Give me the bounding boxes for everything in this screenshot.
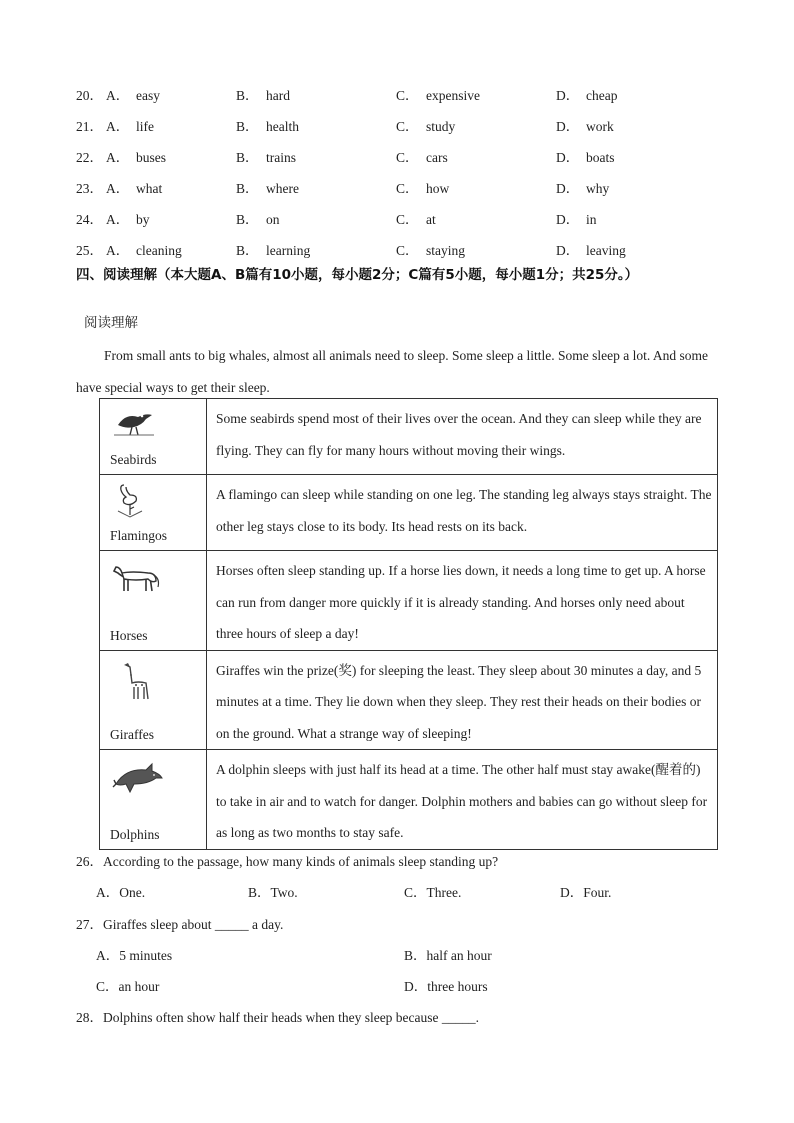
question-number: 22． bbox=[76, 150, 103, 165]
animal-cell bbox=[100, 399, 207, 475]
option-d: D． leaving bbox=[556, 243, 626, 258]
option-row-22 bbox=[76, 146, 716, 166]
q27-option-b: B．half an hour bbox=[404, 948, 492, 963]
flamingo-icon bbox=[112, 481, 206, 523]
question-number: 21． bbox=[76, 119, 103, 134]
option-b: B． on bbox=[236, 212, 280, 227]
animals-table bbox=[99, 398, 718, 850]
question-number: 25． bbox=[76, 243, 103, 258]
option-a: A． easy bbox=[106, 88, 160, 103]
option-a: A． cleaning bbox=[106, 243, 182, 258]
animal-description: Horses often sleep standing up. If a horse lies down, it needs a long time to get up. A horse can run from danger more quickly if it is already standing. And horses only need about three hours of sleep a day! bbox=[207, 551, 718, 651]
q26-option-b: B．Two. bbox=[248, 885, 298, 900]
option-d: D． in bbox=[556, 212, 597, 227]
option-a: A． what bbox=[106, 181, 163, 196]
animal-description: Some seabirds spend most of their lives over the ocean. And they can sleep while they are flying. They can fly for many hours without moving their wings. bbox=[207, 399, 718, 475]
option-b: B． health bbox=[236, 119, 299, 134]
reading-label: 阅读理解 bbox=[84, 315, 138, 331]
option-c: C． expensive bbox=[396, 88, 480, 103]
animal-cell bbox=[100, 551, 207, 651]
q27-option-a: A．5 minutes bbox=[96, 948, 173, 963]
option-row-24 bbox=[76, 208, 716, 228]
animal-name: Seabirds bbox=[110, 452, 157, 467]
option-a: A． life bbox=[106, 119, 154, 134]
seabird-icon bbox=[112, 405, 206, 443]
animal-cell bbox=[100, 650, 207, 750]
option-c: C． at bbox=[396, 212, 436, 227]
option-b: B． learning bbox=[236, 243, 311, 258]
dolphin-icon bbox=[112, 762, 206, 800]
animal-name: Horses bbox=[110, 627, 148, 643]
option-d: D． work bbox=[556, 119, 614, 134]
option-c: C． cars bbox=[396, 150, 448, 165]
option-row-20 bbox=[76, 84, 716, 104]
option-row-21 bbox=[76, 115, 716, 135]
q26-option-a: A．One. bbox=[96, 885, 146, 900]
option-row-25 bbox=[76, 239, 716, 259]
q27-option-c: C．an hour bbox=[96, 979, 160, 994]
table-row bbox=[100, 650, 718, 750]
question-27-stem: 27．Giraffes sleep about _____ a day. bbox=[76, 917, 284, 932]
option-c: C． study bbox=[396, 119, 456, 134]
q27-option-d: D．three hours bbox=[404, 979, 488, 994]
question-26-stem: 26．According to the passage, how many kinds of animals sleep standing up? bbox=[76, 854, 499, 869]
animal-name: Flamingos bbox=[110, 528, 168, 543]
passage-intro: From small ants to big whales, almost all animals need to sleep. Some sleep a little. Some sleep a lot. And some have special ways to get their sleep. bbox=[76, 348, 709, 395]
option-a: A． buses bbox=[106, 150, 166, 165]
question-28-stem: 28．Dolphins often show half their heads when they sleep because _____. bbox=[76, 1010, 480, 1025]
option-a: A． by bbox=[106, 212, 150, 227]
animal-name: Giraffes bbox=[110, 727, 154, 742]
animal-description: A flamingo can sleep while standing on one leg. The standing leg always stays straight. The other leg stays close to its body. Its head rests on its back. bbox=[207, 475, 718, 551]
animal-description: A dolphin sleeps with just half its head at a time. The other half must stay awake(醒着的) to take in air and to watch for danger. Dolphin mothers and babies can go without sleep for as long as two months to stay safe. bbox=[207, 750, 718, 850]
animal-description: Giraffes win the prize(奖) for sleeping the least. They sleep about 30 minutes a day, and 5 minutes at a time. They lie down when they sleep. They rest their heads on their bodies or on the ground. What a strange way of sleeping! bbox=[207, 650, 718, 750]
option-row-23 bbox=[76, 177, 716, 197]
option-d: D． why bbox=[556, 181, 610, 196]
option-b: B． hard bbox=[236, 88, 290, 103]
option-b: B． where bbox=[236, 181, 299, 196]
question-number: 23． bbox=[76, 181, 103, 196]
option-d: D． cheap bbox=[556, 88, 618, 103]
animal-name: Dolphins bbox=[110, 826, 160, 842]
section-heading: 四、阅读理解（本大题A、B篇有10小题，每小题2分；C篇有5小题，每小题1分；共25分。） bbox=[76, 267, 639, 283]
table-row bbox=[100, 551, 718, 651]
option-c: C． staying bbox=[396, 243, 465, 258]
option-b: B． trains bbox=[236, 150, 296, 165]
question-number: 24． bbox=[76, 212, 103, 227]
q26-option-d: D．Four. bbox=[560, 885, 612, 900]
table-row bbox=[100, 399, 718, 475]
option-d: D． boats bbox=[556, 150, 615, 165]
option-c: C． how bbox=[396, 181, 450, 196]
animal-cell bbox=[100, 475, 207, 551]
animal-cell bbox=[100, 750, 207, 850]
q26-option-c: C．Three. bbox=[404, 885, 462, 900]
giraffe-icon bbox=[118, 661, 206, 705]
table-row bbox=[100, 750, 718, 850]
table-row bbox=[100, 475, 718, 551]
horse-icon bbox=[112, 561, 206, 601]
question-number: 20． bbox=[76, 88, 103, 103]
